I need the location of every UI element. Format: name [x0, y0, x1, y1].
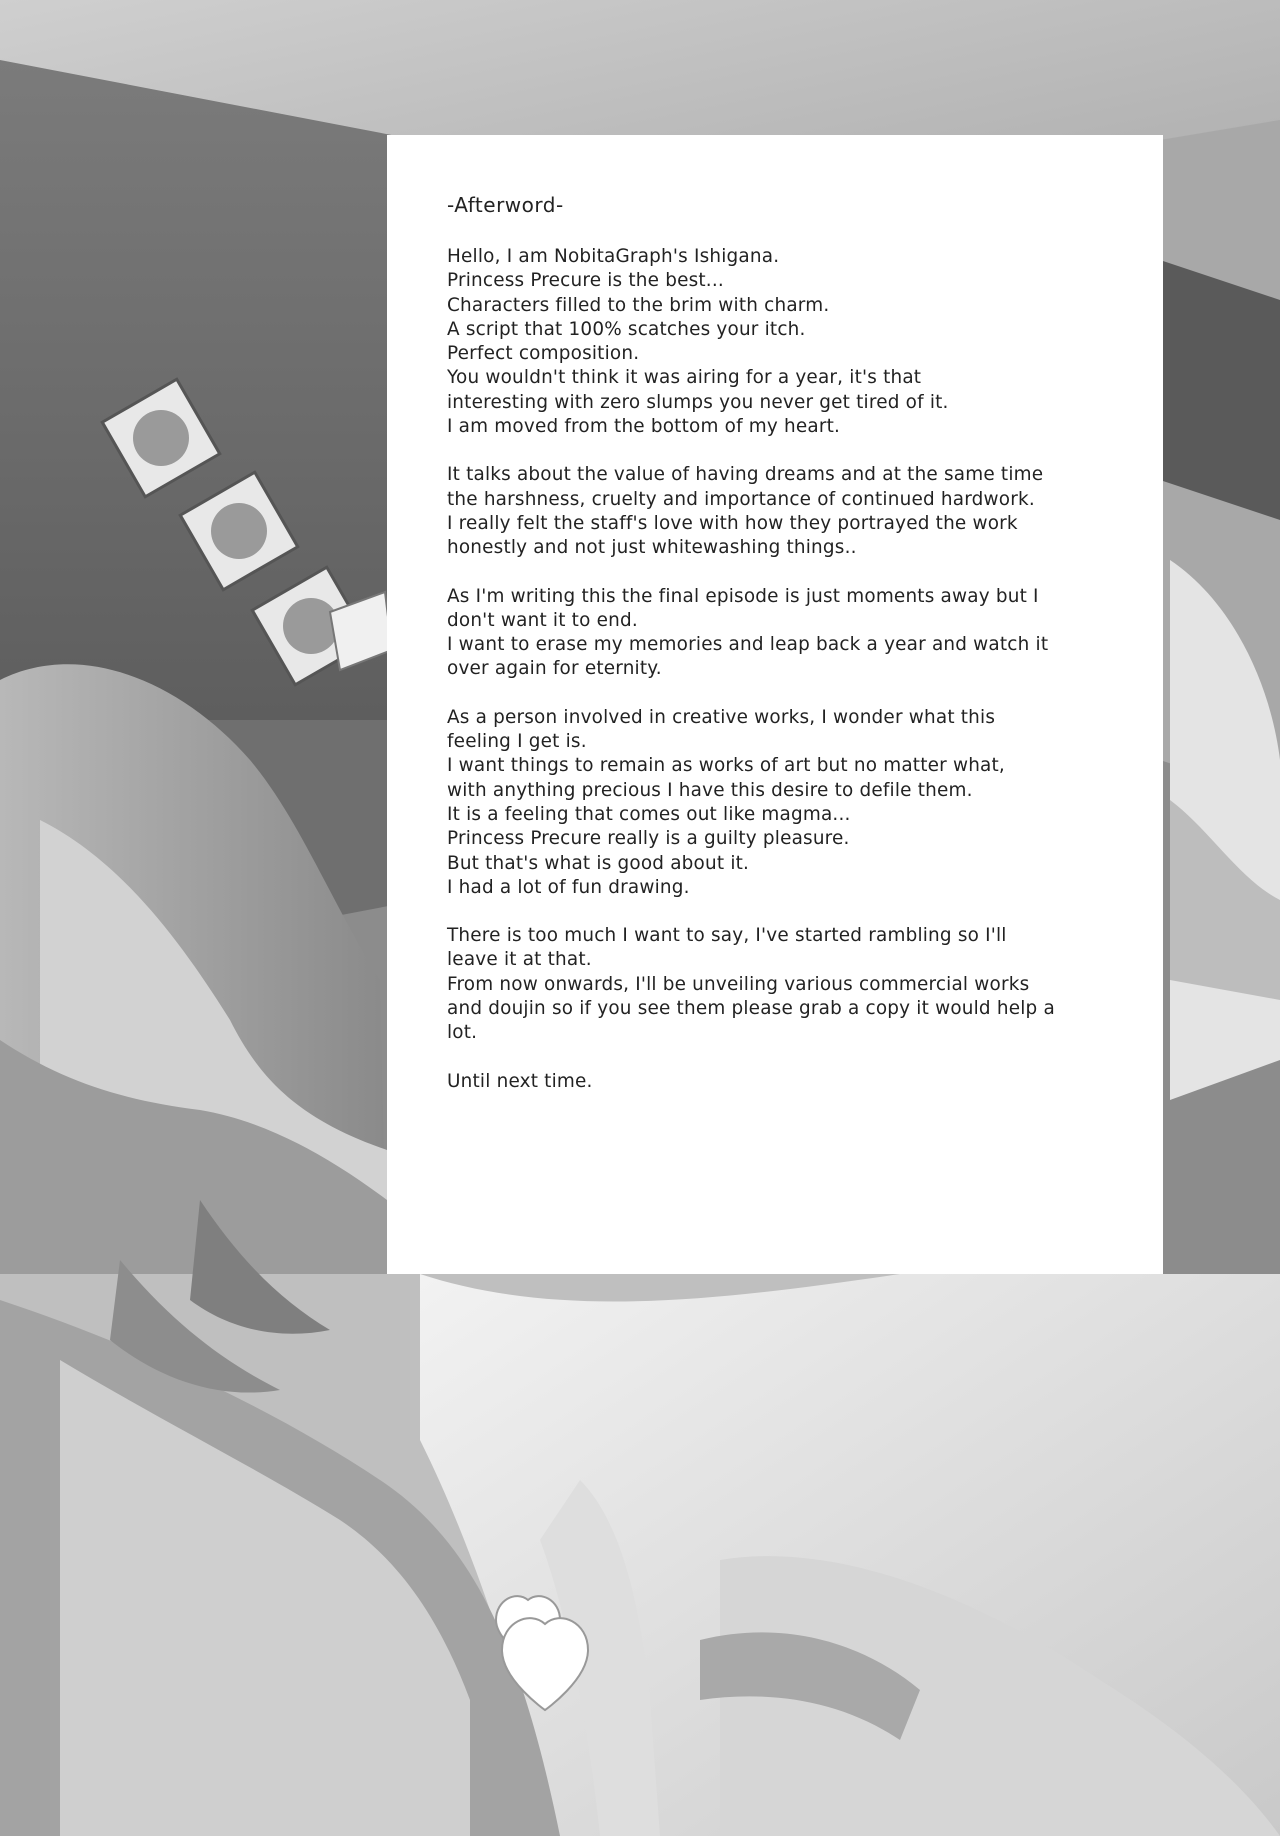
text-line: interesting with zero slumps you never get tired of it. — [447, 391, 949, 413]
text-line: don't want it to end. — [447, 609, 638, 631]
paragraph-signoff — [447, 1070, 1103, 1094]
text-line: Princess Precure really is a guilty pleasure. — [447, 828, 850, 850]
afterword-panel — [387, 135, 1163, 1274]
text-line: I really felt the staff's love with how they portrayed the work — [447, 512, 1018, 534]
text-line: There is too much I want to say, I've started rambling so I'll — [447, 925, 1007, 947]
text-line: A script that 100% scatches your itch. — [447, 318, 806, 340]
text-line: the harshness, cruelty and importance of continued hardwork. — [447, 488, 1035, 510]
text-line: As a person involved in creative works, I wonder what this — [447, 706, 996, 728]
text-line: I want things to remain as works of art but no matter what, — [447, 755, 1005, 777]
text-line: I had a lot of fun drawing. — [447, 876, 690, 898]
paragraph-closing — [447, 924, 1103, 1045]
text-line: But that's what is good about it. — [447, 852, 750, 874]
paragraph-dreams — [447, 463, 1103, 560]
text-line: It talks about the value of having dreams and at the same time — [447, 464, 1044, 486]
text-line: feeling I get is. — [447, 731, 587, 753]
paragraph-creative — [447, 706, 1103, 900]
text-line: I want to erase my memories and leap back a year and watch it — [447, 634, 1049, 656]
text-line: lot. — [447, 1022, 478, 1044]
text-line: Characters filled to the brim with charm. — [447, 294, 830, 316]
text-line: From now onwards, I'll be unveiling various commercial works — [447, 973, 1030, 995]
text-line: honestly and not just whitewashing things.. — [447, 537, 857, 559]
text-line: Princess Precure is the best... — [447, 270, 724, 292]
text-line: leave it at that. — [447, 949, 592, 971]
paragraph-final-episode — [447, 585, 1103, 682]
text-line: You wouldn't think it was airing for a year, it's that — [447, 367, 922, 389]
text-line: As I'm writing this the final episode is just moments away but I — [447, 585, 1039, 607]
text-line: and doujin so if you see them please grab a copy it would help a — [447, 998, 1055, 1020]
afterword-title: -Afterword- — [447, 193, 564, 217]
text-line: I am moved from the bottom of my heart. — [447, 416, 841, 438]
text-line: It is a feeling that comes out like magma... — [447, 803, 851, 825]
paragraph-intro — [447, 245, 1103, 439]
text-line: Hello, I am NobitaGraph's Ishigana. — [447, 246, 780, 267]
text-line: over again for eternity. — [447, 658, 662, 680]
text-line: with anything precious I have this desire to defile them. — [447, 779, 973, 801]
text-line: Perfect composition. — [447, 343, 640, 365]
text-line: Until next time. — [447, 1070, 593, 1092]
